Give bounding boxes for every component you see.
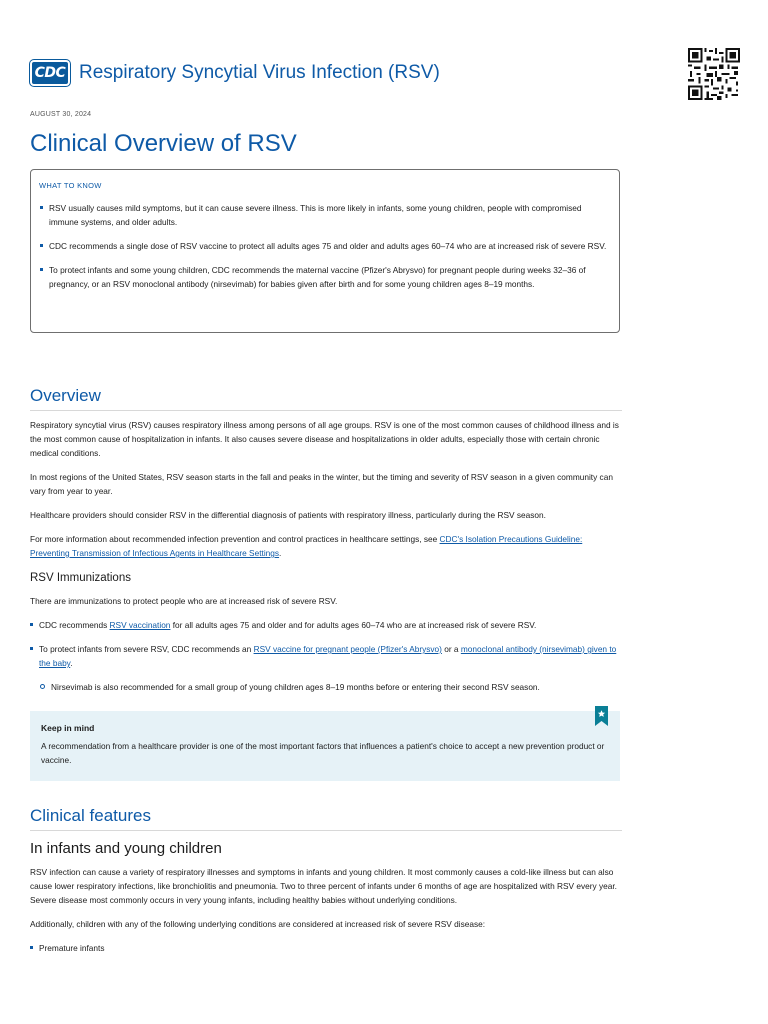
page-title: Clinical Overview of RSV xyxy=(30,130,297,157)
rsv-vaccination-link[interactable]: RSV vaccination xyxy=(109,620,171,630)
what-to-know-item: To protect infants and some young children, CDC recommends the maternal vaccine (Pfizer's Abrysvo) for pregnant people during weeks 32–36 of pregnancy, or an RSV monoclonal antibody (nirsevimab) for babies given after birth and for some young children ages 8–19 months. xyxy=(39,263,609,291)
keep-in-mind-text: A recommendation from a healthcare provider is one of the most important factors that influences a patient's choice to accept a new prevention product or vaccine. xyxy=(41,741,605,765)
overview-paragraph: Healthcare providers should consider RSV in the differential diagnosis of patients with respiratory illness, particularly during the RSV season. xyxy=(30,510,546,520)
list-item xyxy=(30,618,622,632)
list-item: Premature infants xyxy=(30,941,622,955)
text: For more information about recommended infection prevention and control practices in healthcare settings, see xyxy=(30,534,440,544)
nested-list xyxy=(39,680,622,694)
publish-date: AUGUST 30, 2024 xyxy=(30,111,92,118)
list-item xyxy=(30,642,622,694)
site-header xyxy=(30,60,440,86)
clinical-features-heading: Clinical features xyxy=(30,806,622,831)
overview-paragraph xyxy=(30,532,622,560)
text: for all adults ages 75 and older and for adults ages 60–74 who are at increased risk of severe RSV. xyxy=(170,620,537,630)
rsv-vaccine-pregnant-link[interactable]: RSV vaccine for pregnant people (Pfizer's Abrysvo) xyxy=(253,644,442,654)
immunizations-heading: RSV Immunizations xyxy=(30,572,131,584)
what-to-know-list xyxy=(39,201,609,291)
infants-subheading: In infants and young children xyxy=(30,840,222,857)
immunizations-list xyxy=(30,618,622,694)
what-to-know-box xyxy=(30,169,620,333)
isolation-precautions-link[interactable]: CDC's Isolation Precautions Guideline: Preventing Transmission of Infectious Agents in Healthcare Settings xyxy=(30,534,583,558)
overview-paragraph: Respiratory syncytial virus (RSV) causes respiratory illness among persons of all age groups. RSV is one of the most common causes of childhood illness and is the most common cause of hospitalization in infants. It also causes severe disease and hospitalizations in older adults, especially those with certain chronic medical conditions. xyxy=(30,420,619,458)
text: . xyxy=(279,548,282,558)
immunizations-intro: There are immunizations to protect people who are at increased risk of severe RSV. xyxy=(30,596,338,606)
what-to-know-item: RSV usually causes mild symptoms, but it can cause severe illness. This is more likely in infants, some young children, people with compromised immune systems, and older adults. xyxy=(39,201,609,229)
text: To protect infants from severe RSV, CDC recommends an xyxy=(39,644,254,654)
overview-paragraph: In most regions of the United States, RSV season starts in the fall and peaks in the winter, but the timing and severity of RSV season in a given community can vary from year to year. xyxy=(30,472,613,496)
keep-in-mind-title: Keep in mind xyxy=(41,723,95,733)
keep-in-mind-callout xyxy=(30,711,620,781)
monoclonal-antibody-link[interactable]: monoclonal antibody (nirsevimab) given to the baby xyxy=(39,644,617,668)
cdc-logo[interactable] xyxy=(30,60,70,86)
text: . xyxy=(70,658,73,668)
clinical-paragraph: Additionally, children with any of the following underlying conditions are considered at increased risk of severe RSV disease: xyxy=(30,919,486,929)
site-title[interactable]: Respiratory Syncytial Virus Infection (RSV) xyxy=(79,62,440,83)
cdc-logo-text: CDC xyxy=(34,65,66,81)
overview-heading: Overview xyxy=(30,386,622,411)
bookmark-star-icon xyxy=(595,706,608,726)
qr-code-icon xyxy=(688,48,740,100)
clinical-paragraph: RSV infection can cause a variety of respiratory illnesses and symptoms in infants and young children. It most commonly causes a cold-like illness but can also cause lower respiratory infections, like bronchiolitis and pneumonia. Two to three percent of infants under 6 months of age are hospitalized with RSV every year. Severe disease most commonly occurs in very young infants, including healthy babies without underlying conditions. xyxy=(30,867,617,905)
text: or a xyxy=(441,644,461,654)
what-to-know-item: CDC recommends a single dose of RSV vaccine to protect all adults ages 75 and older and adults ages 60–74 who are at increased risk of severe RSV. xyxy=(39,239,609,253)
risk-conditions-list xyxy=(30,941,622,955)
main-content xyxy=(30,386,622,955)
text: CDC recommends xyxy=(39,620,110,630)
nested-list-item: Nirsevimab is also recommended for a small group of young children ages 8–19 months before or entering their second RSV season. xyxy=(39,680,622,694)
what-to-know-title: WHAT TO KNOW xyxy=(39,181,102,190)
